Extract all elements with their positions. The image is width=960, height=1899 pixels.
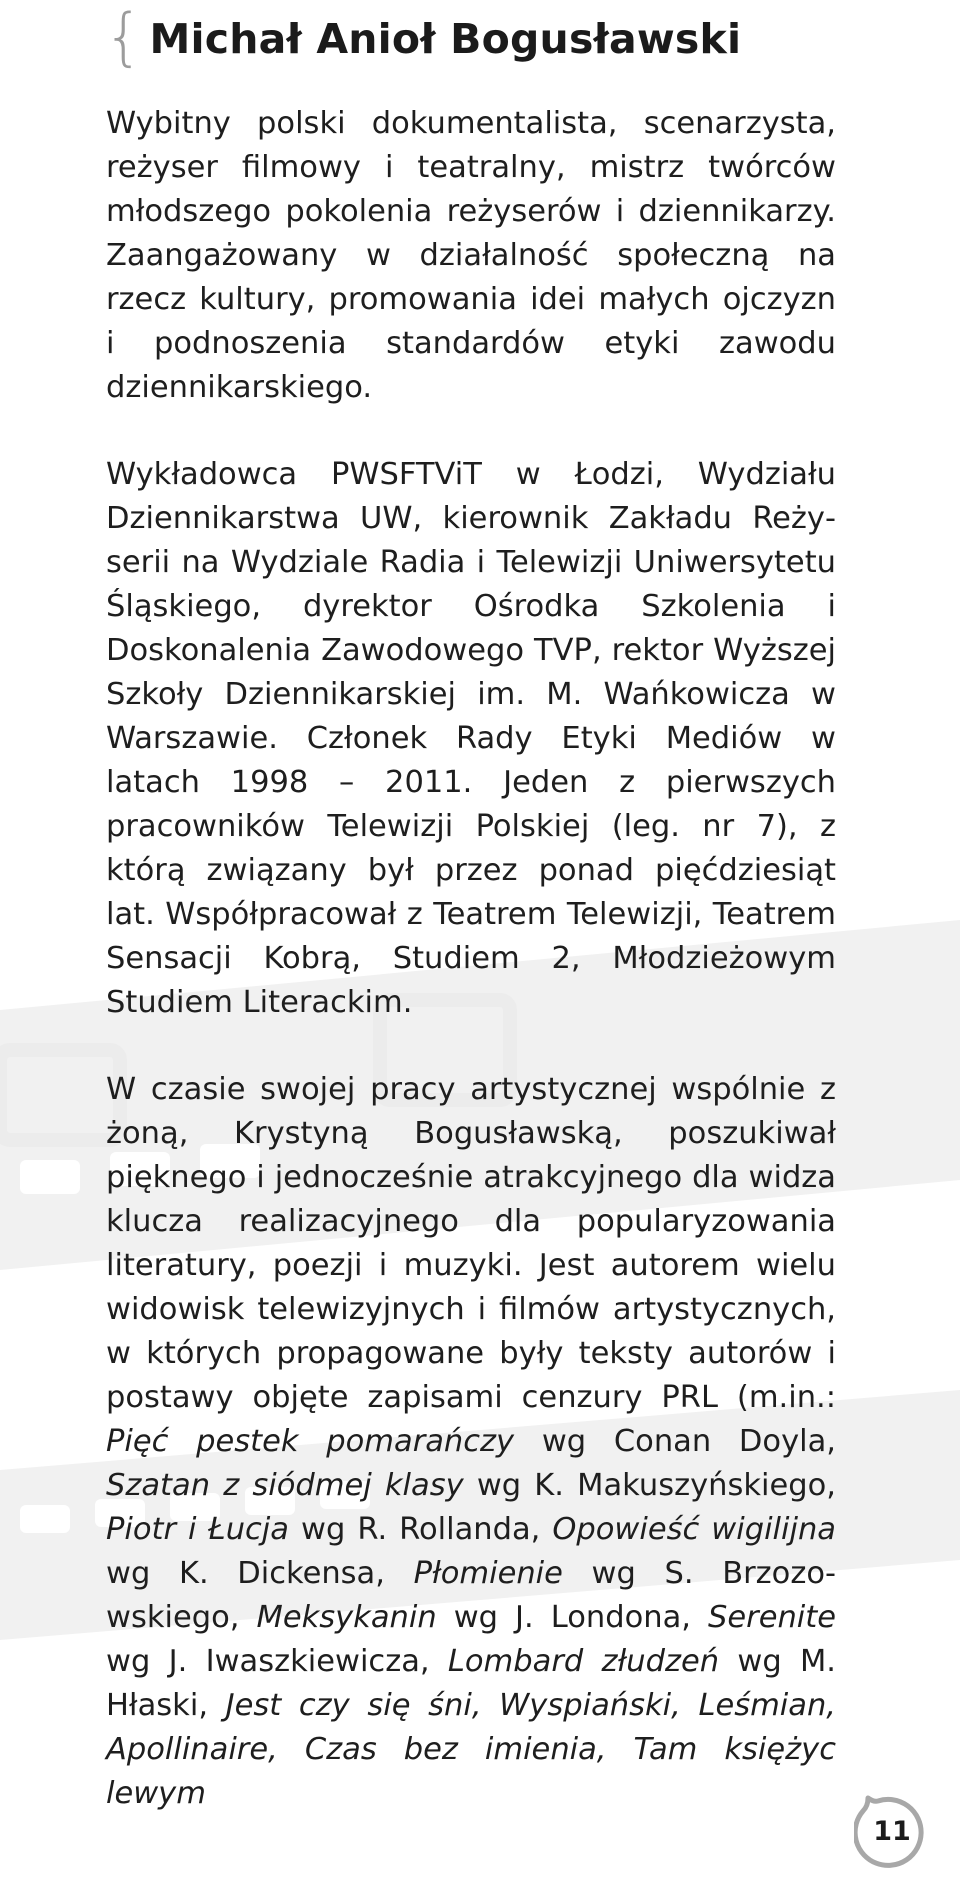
work-title: Serenite — [708, 1600, 836, 1635]
paragraph-career: Wykładowca PWSFTViT w Łodzi, Wydziału Dziennikarstwa UW, kierownik Zakładu Reżyserii na Wydziale Radia i Telewizji Uniwersytetu Śląskiego, dyrektor Ośrodka Szkolenia i Doskonalenia Zawodowego TVP, rektor Wyższej Szkoły Dziennikarskiej im. M. Wańkowicza w Warszawie. Członek Rady Etyki Mediów w latach 1998 – 2011. Jeden z pierwszych pracowników Telewizji Polskiej (leg. nr 7), z którą związany był przez ponad pięćdziesiąt lat. Współpracował z Teatrem Telewizji, Teatrem Sensacji Kobrą, Studiem 2, Młodzieżowym Studiem Literackim. — [106, 457, 836, 1020]
page-number-badge — [854, 1794, 930, 1870]
work-author: wg Conan Doyla, — [514, 1424, 836, 1459]
paragraph-biography: Wybitny polski dokumentalista, scenarzysta, reżyser filmowy i teatralny, mistrz twórców młodszego pokolenia reżyserów i dziennikarzy. Zaangażowany w działalność społeczną na rzecz kultury, promowania idei małych ojczyzn i podnoszenia standardów etyki zawodu dziennikarskiego. — [106, 106, 836, 405]
page-title: Michał Anioł Bogusławski — [149, 15, 742, 63]
page-number: 11 — [873, 1816, 911, 1847]
work-author: wg K. Dickensa, — [106, 1556, 414, 1591]
work-title: Opowieść wigilijna — [552, 1512, 836, 1547]
work-title: Płomienie — [413, 1556, 563, 1591]
work-author: wg S. Brzozowskiego, — [106, 1556, 837, 1635]
page-header — [104, 0, 742, 74]
work-author: wg M. Hłaski, — [106, 1644, 836, 1723]
work-title: Lombard złudzeń — [447, 1644, 720, 1679]
work-author: wg K. Makuszyńskiego, — [463, 1468, 836, 1503]
work-title: Piotr i Łucja — [106, 1512, 289, 1547]
work-title: Meksykanin — [256, 1600, 437, 1635]
work-title: Szatan z siódmej klasy — [106, 1468, 464, 1503]
works-intro: W czasie swojej pracy artystycznej wspólnie z żoną, Krystyną Bogusławską, poszukiwał pięknego i jednocześnie atrakcyjnego dla widza klucza realizacyjnego dla popularyzowania literatury, poezji i muzyki. Jest autorem wielu widowisk telewizyjnych i filmów artystycznych, w których propagowane były teksty autorów i postawy objęte zapisami cenzury PRL (m.in.: — [106, 1072, 836, 1415]
work-author: wg J. Londona, — [436, 1600, 709, 1635]
work-author: wg R. Rollanda, — [288, 1512, 553, 1547]
paragraph-works — [106, 1068, 836, 1816]
work-author: wg J. Iwaszkiewicza, — [106, 1644, 448, 1679]
curly-brace-ornament-icon: { — [104, 0, 144, 73]
work-title: Jest czy się śni, Wyspiański, Leśmian, Apollinaire, Czas bez imienia, Tam księżyc lewym — [106, 1688, 836, 1811]
work-title: Pięć pestek pomarańczy — [106, 1424, 515, 1459]
article-body — [106, 102, 836, 1816]
